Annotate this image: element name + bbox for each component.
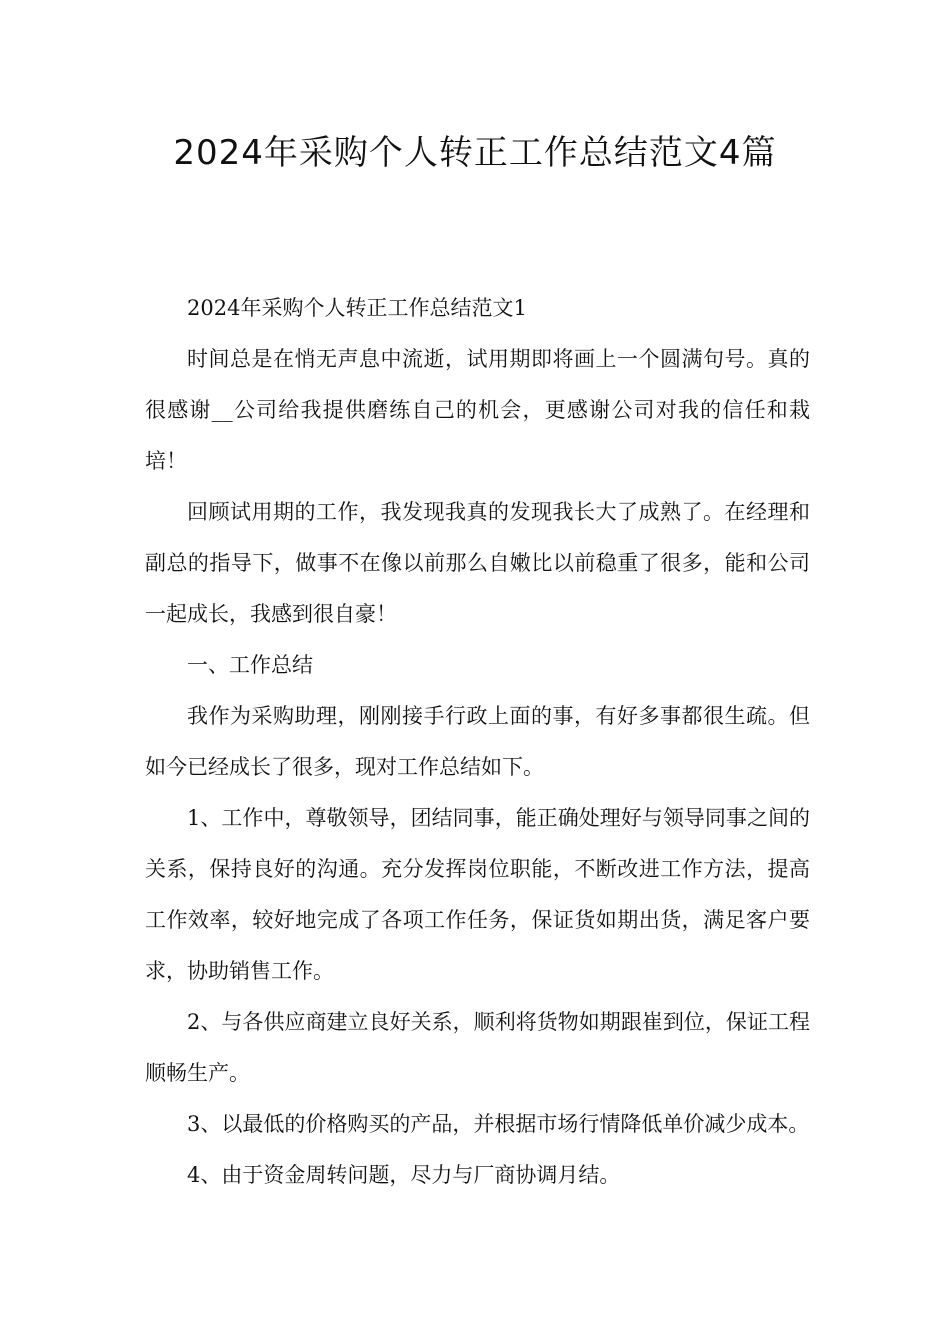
paragraph: 2、与各供应商建立良好关系，顺利将货物如期跟崔到位，保证工程顺畅生产。 <box>145 1010 810 1085</box>
document-title: 2024年采购个人转正工作总结范文4篇 <box>173 133 777 173</box>
paragraph: 4、由于资金周转问题，尽力与厂商协调月结。 <box>187 1163 621 1187</box>
paragraph: 回顾试用期的工作，我发现我真的发现我长大了成熟了。在经理和副总的指导下，做事不在像以前那么自嫩比以前稳重了很多，能和公司一起成长，我感到很自豪！ <box>145 500 810 626</box>
section-heading: 2024年采购个人转正工作总结范文1 <box>187 296 527 320</box>
document-body <box>145 283 810 1201</box>
paragraph: 1、工作中，尊敬领导，团结同事，能正确处理好与领导同事之间的关系，保持良好的沟通。充分发挥岗位职能，不断改进工作方法，提高工作效率，较好地完成了各项工作任务，保证货如期出货，满足客户要求，协助销售工作。 <box>145 806 810 983</box>
paragraph: 3、以最低的价格购买的产品，并根据市场行情降低单价减少成本。 <box>187 1112 810 1136</box>
paragraph: 时间总是在悄无声息中流逝，试用期即将画上一个圆满句号。真的很感谢__公司给我提供磨练自己的机会，更感谢公司对我的信任和栽培！ <box>145 347 810 473</box>
section-heading: 一、工作总结 <box>187 653 313 677</box>
paragraph: 我作为采购助理，刚刚接手行政上面的事，有好多事都很生疏。但如今已经成长了很多，现对工作总结如下。 <box>145 704 810 779</box>
